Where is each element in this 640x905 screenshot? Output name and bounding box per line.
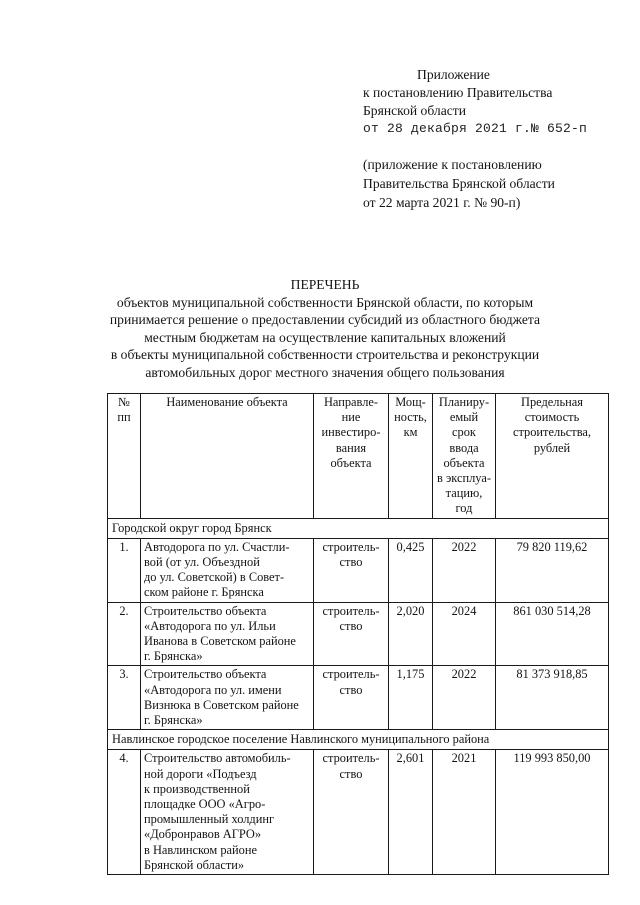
row-cost: 861 030 514,28 [496, 602, 609, 666]
row-capacity: 0,425 [389, 538, 433, 602]
row-capacity: 2,020 [389, 602, 433, 666]
table-row [108, 538, 609, 602]
group-row [108, 518, 609, 538]
table-row [108, 750, 609, 875]
header-cost: Предельная стоимость строительства, рублей [496, 394, 609, 519]
title-line: автомобильных дорог местного значения общего пользования [145, 364, 505, 380]
previous-line: Правительства Брянской области [363, 176, 555, 191]
row-cost: 79 820 119,62 [496, 538, 609, 602]
row-term: 2024 [433, 602, 496, 666]
row-term: 2021 [433, 750, 496, 875]
appendix-line: Брянской области [363, 103, 466, 118]
row-name: Строительство объекта «Автодорога по ул. Ильи Иванова в Советском районе г. Брянска» [141, 602, 314, 666]
appendix-line: к постановлению Правительства [363, 85, 553, 100]
row-num: 4. [108, 750, 141, 875]
row-name: Строительство автомобиль- ной дороги «Подъезд к производственной площадке ООО «Агро- промышленный холдинг «Добронравов АГРО» в Навлинском районе Брянской области» [141, 750, 314, 875]
row-capacity: 2,601 [389, 750, 433, 875]
group-label: Навлинское городское поселение Навлинского муниципального района [108, 730, 609, 750]
table-row [108, 666, 609, 730]
row-num: 3. [108, 666, 141, 730]
row-direction: строитель- ство [314, 538, 389, 602]
title-line: местным бюджетам на осуществление капитальных вложений [144, 329, 506, 345]
group-row [108, 730, 609, 750]
appendix-date-line: от 28 декабря 2021 г.№ 652-п [363, 121, 588, 136]
row-num: 2. [108, 602, 141, 666]
row-cost: 81 373 918,85 [496, 666, 609, 730]
title-heading: ПЕРЕЧЕНЬ [290, 277, 360, 292]
previous-appendix-note [363, 155, 633, 212]
appendix-header [363, 66, 633, 138]
table-row [108, 602, 609, 666]
row-direction: строитель- ство [314, 666, 389, 730]
objects-table [107, 393, 609, 875]
title-line: в объекты муниципальной собственности строительства и реконструкции [110, 347, 540, 363]
header-capacity: Мощ- ность, км [389, 394, 433, 519]
row-name: Строительство объекта «Автодорога по ул. имени Визнюка в Советском районе г. Брянска» [141, 666, 314, 730]
header-direction: Направле- ние инвестиро- вания объекта [314, 394, 389, 519]
header-term: Планиру- емый срок ввода объекта в эксплуа- тацию, год [433, 394, 496, 519]
header-num: № пп [108, 394, 141, 519]
row-name: Автодорога по ул. Счастли- вой (от ул. Объездной до ул. Советской) в Совет- ском районе г. Брянска [141, 538, 314, 602]
title-line: принимается решение о предоставлении субсидий из областного бюджета [109, 312, 541, 328]
row-term: 2022 [433, 538, 496, 602]
previous-line: (приложение к постановлению [363, 157, 542, 172]
appendix-title: Приложение [417, 67, 490, 82]
document-title [90, 276, 560, 382]
row-num: 1. [108, 538, 141, 602]
row-term: 2022 [433, 666, 496, 730]
previous-line: от 22 марта 2021 г. № 90-п) [363, 195, 521, 210]
title-line: объектов муниципальной собственности Брянской области, по которым [116, 294, 534, 310]
row-direction: строитель- ство [314, 602, 389, 666]
group-label: Городской округ город Брянск [108, 518, 609, 538]
row-cost: 119 993 850,00 [496, 750, 609, 875]
table-header-row [108, 394, 609, 519]
header-name: Наименование объекта [141, 394, 314, 519]
row-direction: строитель- ство [314, 750, 389, 875]
row-capacity: 1,175 [389, 666, 433, 730]
